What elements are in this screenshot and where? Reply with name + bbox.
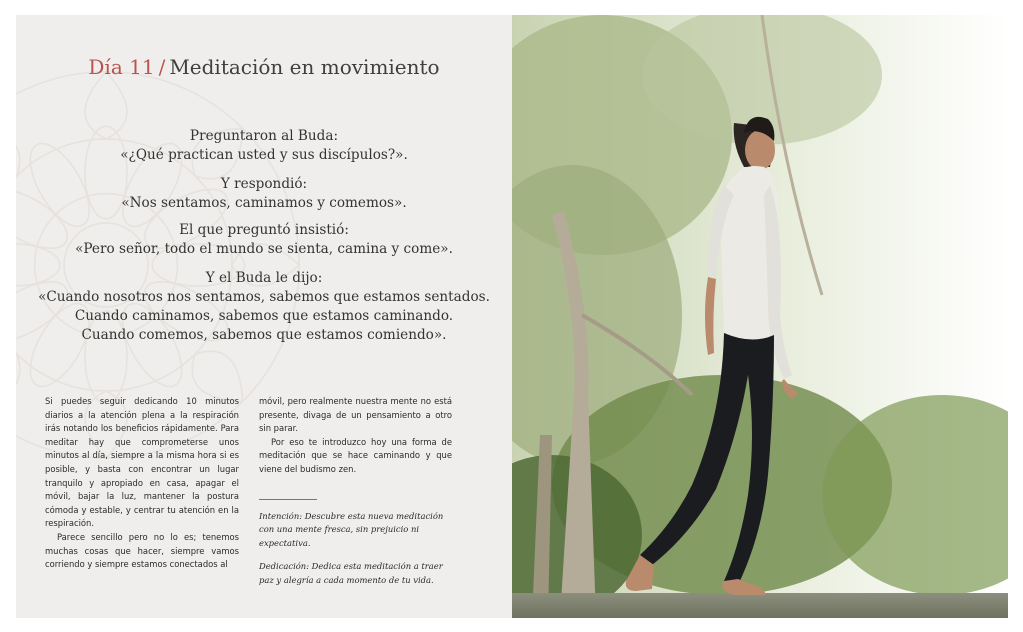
quote-line: Y el Buda le dijo: — [205, 270, 323, 286]
body-column-2 — [259, 395, 452, 598]
title-separator: / — [158, 55, 166, 79]
quote-line: Cuando comemos, sabemos que estamos comiendo». — [81, 327, 447, 343]
left-page — [16, 15, 512, 618]
body-paragraph: Parece sencillo pero no lo es; tenemos muchas cosas que hacer, siempre vamos corriendo y siempre estamos conectados al — [45, 531, 239, 570]
day-label: Día 11 — [88, 55, 155, 79]
quote-line: El que preguntó insistió: — [179, 222, 349, 238]
title-text: Meditación en movimiento — [169, 55, 440, 79]
book-spread — [16, 15, 1008, 618]
body-paragraph: Por eso te introduzco hoy una forma de meditación que se hace caminando y que viene del budismo zen. — [259, 436, 452, 474]
woman-walking-photo — [512, 15, 1008, 618]
quote-line: «Pero señor, todo el mundo se sienta, camina y come». — [75, 241, 453, 257]
quote-line: Y respondió: — [220, 176, 308, 192]
quote-line: «¿Qué practican usted y sus discípulos?». — [120, 147, 408, 163]
quote-line: Preguntaron al Buda: — [189, 128, 339, 144]
body-paragraph: móvil, pero realmente nuestra mente no está presente, divaga de un pensamiento a otro sin parar. — [259, 396, 452, 434]
quote-line: Cuando caminamos, sabemos que estamos caminando. — [74, 308, 454, 324]
quote-stanza — [26, 221, 502, 259]
quote-stanza — [26, 269, 502, 345]
quote-stanza — [26, 175, 502, 213]
quote-line: «Nos sentamos, caminamos y comemos». — [121, 195, 407, 211]
quote-stanza — [26, 127, 502, 165]
body-paragraph: Si puedes seguir dedicando 10 minutos diarios a la atención plena a la respiración irás notando los beneficios rápidamente. Para meditar hay que comprometerse unos minutos al día, siempre a la misma hora si es posible, y basta con encontrar un lugar tranquilo y apropiado en casa, apagar el móvil, bajar la luz, mantener la postura cómoda y estable, y centrar tu atención en la respiración. — [45, 396, 239, 529]
quote-line: «Cuando nosotros nos sentamos, sabemos que estamos sentados. — [38, 289, 490, 305]
right-page — [512, 15, 1008, 618]
intention-note: Intención: Descubre esta nueva meditación con una mente fresca, sin prejuicio ni expectativa. — [259, 510, 444, 548]
dedication-note: Dedicación: Dedica esta meditación a traer paz y alegría a cada momento de tu vida. — [259, 561, 443, 585]
body-column-1 — [45, 395, 239, 572]
divider — [259, 499, 317, 500]
page-title — [16, 55, 512, 79]
